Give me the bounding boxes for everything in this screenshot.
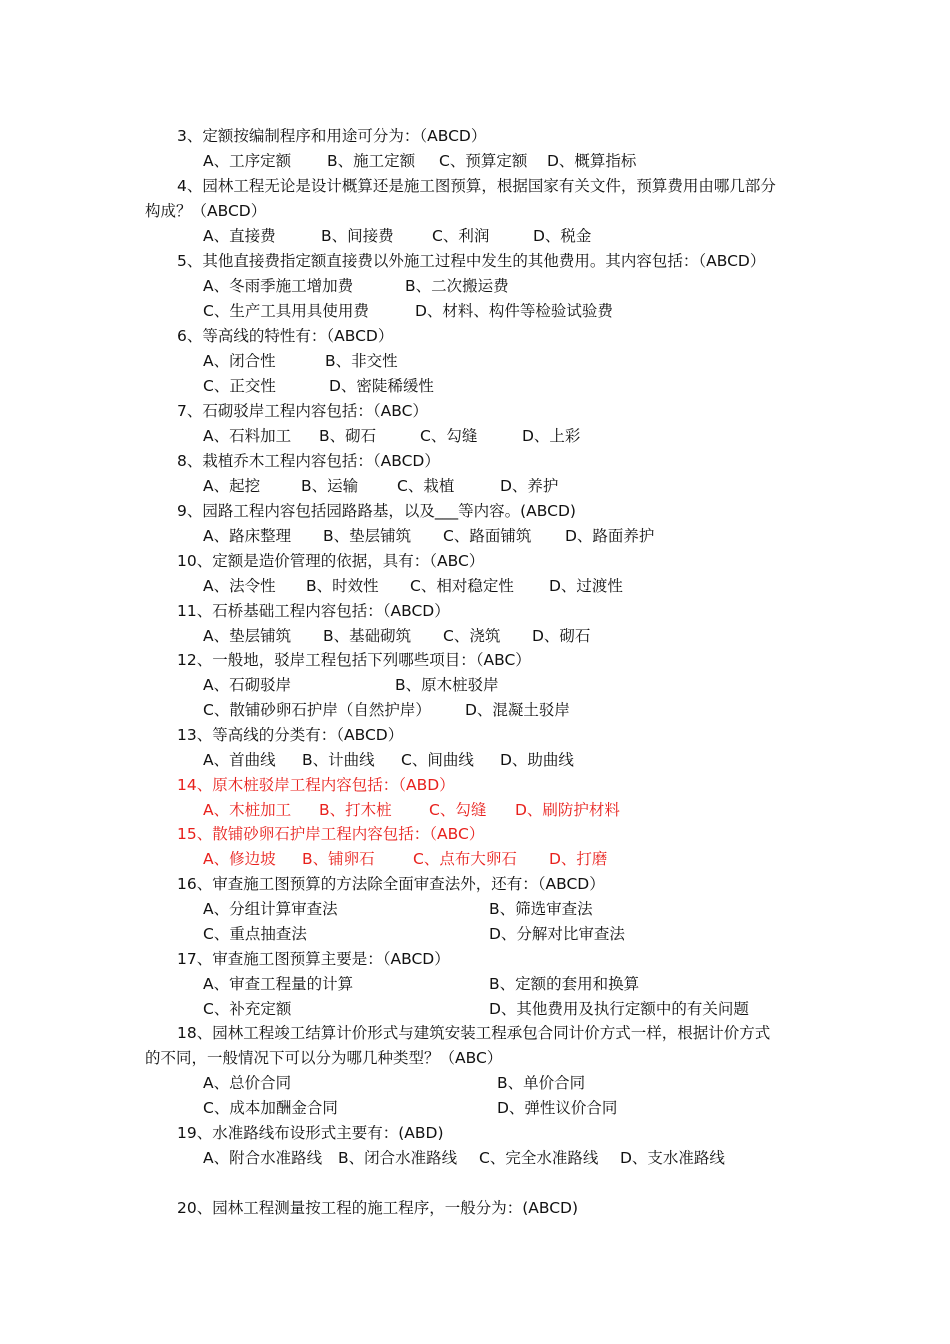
option: C、利润 — [432, 227, 490, 245]
option: A、首曲线 — [203, 751, 276, 769]
option: C、勾缝 — [420, 427, 478, 445]
option: B、非交性 — [325, 352, 398, 370]
option: C、重点抽查法 — [203, 925, 307, 943]
option: D、混凝土驳岸 — [465, 701, 570, 719]
question-4-options — [0, 224, 950, 249]
question-18-stem-cont: 的不同，一般情况下可以分为哪几种类型？（ABC） — [145, 1049, 503, 1067]
question-18-options-row-2 — [0, 1096, 950, 1121]
question-6-stem: 6、等高线的特性有：（ABCD） — [177, 327, 394, 345]
question-12-options-row-2 — [0, 698, 950, 723]
option: C、成本加酬金合同 — [203, 1099, 338, 1117]
option: A、总价合同 — [203, 1074, 292, 1092]
question-5-options-row-2 — [0, 299, 950, 324]
option: B、单价合同 — [497, 1074, 586, 1092]
question-9-stem: 9、园路工程内容包括园路路基，以及___等内容。(ABCD) — [177, 502, 576, 520]
question-14-options — [0, 798, 950, 823]
question-17-options-row-2 — [0, 997, 950, 1022]
option: B、定额的套用和换算 — [489, 975, 640, 993]
option: A、垫层铺筑 — [203, 627, 292, 645]
option: A、木桩加工 — [203, 801, 292, 819]
option: C、路面铺筑 — [443, 527, 532, 545]
option: B、二次搬运费 — [405, 277, 509, 295]
option: B、施工定额 — [327, 152, 416, 170]
option: C、点布大卵石 — [413, 850, 517, 868]
question-8-stem: 8、栽植乔木工程内容包括：（ABCD） — [177, 452, 440, 470]
question-12-stem: 12、一般地，驳岸工程包括下列哪些项目：（ABC） — [177, 651, 531, 669]
question-6-options-row-1 — [0, 349, 950, 374]
question-11-options — [0, 624, 950, 649]
option: D、支水准路线 — [620, 1149, 725, 1167]
option: A、法令性 — [203, 577, 276, 595]
question-5-options-row-1 — [0, 274, 950, 299]
question-16-stem: 16、审查施工图预算的方法除全面审查法外，还有：（ABCD） — [177, 875, 605, 893]
option: B、时效性 — [306, 577, 379, 595]
question-8-options — [0, 474, 950, 499]
question-15-stem: 15、散铺砂卵石护岸工程内容包括：（ABC） — [177, 825, 485, 843]
option: C、补充定额 — [203, 1000, 292, 1018]
option: A、直接费 — [203, 227, 276, 245]
option: D、上彩 — [522, 427, 581, 445]
option: D、过渡性 — [549, 577, 623, 595]
option: B、间接费 — [321, 227, 394, 245]
question-4-stem: 4、园林工程无论是设计概算还是施工图预算，根据国家有关文件，预算费用由哪几部分 — [177, 177, 776, 195]
option: D、材料、构件等检验试验费 — [415, 302, 613, 320]
option: D、弹性议价合同 — [497, 1099, 618, 1117]
question-16-options-row-2 — [0, 922, 950, 947]
question-10-stem: 10、定额是造价管理的依据，具有：（ABC） — [177, 552, 485, 570]
question-20-stem: 20、园林工程测量按工程的施工程序，一般分为：(ABCD) — [177, 1199, 579, 1217]
option: D、概算指标 — [547, 152, 637, 170]
question-6-options-row-2 — [0, 374, 950, 399]
option: C、勾缝 — [429, 801, 487, 819]
question-18-options-row-1 — [0, 1071, 950, 1096]
option: C、预算定额 — [439, 152, 528, 170]
question-4-stem-cont: 构成？（ABCD） — [145, 202, 267, 220]
option: C、浇筑 — [443, 627, 501, 645]
question-17-stem: 17、审查施工图预算主要是：（ABCD） — [177, 950, 450, 968]
option: B、运输 — [301, 477, 359, 495]
option: C、完全水准路线 — [479, 1149, 599, 1167]
option: D、助曲线 — [500, 751, 574, 769]
option: D、打磨 — [549, 850, 608, 868]
option: A、路床整理 — [203, 527, 292, 545]
question-3-stem: 3、定额按编制程序和用途可分为：（ABCD） — [177, 127, 487, 145]
option: A、分组计算审查法 — [203, 900, 338, 918]
question-9-options — [0, 524, 950, 549]
option: D、其他费用及执行定额中的有关问题 — [489, 1000, 749, 1018]
option: D、分解对比审查法 — [489, 925, 625, 943]
option: C、间曲线 — [401, 751, 474, 769]
question-15-options — [0, 847, 950, 872]
option: A、闭合性 — [203, 352, 276, 370]
question-13-stem: 13、等高线的分类有：（ABCD） — [177, 726, 404, 744]
option: C、生产工具用具使用费 — [203, 302, 369, 320]
option: C、栽植 — [397, 477, 455, 495]
question-12-options-row-1 — [0, 673, 950, 698]
option: B、筛选审查法 — [489, 900, 593, 918]
question-7-stem: 7、石砌驳岸工程内容包括：（ABC） — [177, 402, 428, 420]
option: B、闭合水准路线 — [338, 1149, 458, 1167]
option: C、散铺砂卵石护岸（自然护岸） — [203, 701, 431, 719]
option: B、垫层铺筑 — [323, 527, 412, 545]
option: C、正交性 — [203, 377, 276, 395]
question-17-options-row-1 — [0, 972, 950, 997]
option: A、工序定额 — [203, 152, 292, 170]
option: D、砌石 — [532, 627, 591, 645]
option: B、砌石 — [319, 427, 377, 445]
option: A、审查工程量的计算 — [203, 975, 354, 993]
option: D、刷防护材料 — [515, 801, 620, 819]
question-3-options — [0, 149, 950, 174]
option: A、修边坡 — [203, 850, 276, 868]
option: B、打木桩 — [319, 801, 392, 819]
option: B、计曲线 — [302, 751, 375, 769]
option: B、基础砌筑 — [323, 627, 412, 645]
question-14-stem: 14、原木桩驳岸工程内容包括：（ABD） — [177, 776, 455, 794]
question-13-options — [0, 748, 950, 773]
question-5-stem: 5、其他直接费指定额直接费以外施工过程中发生的其他费用。其内容包括：（ABCD） — [177, 252, 766, 270]
option: B、铺卵石 — [302, 850, 375, 868]
option: D、养护 — [500, 477, 559, 495]
option: A、起挖 — [203, 477, 261, 495]
option: A、石砌驳岸 — [203, 676, 292, 694]
option: A、石料加工 — [203, 427, 292, 445]
option: A、附合水准路线 — [203, 1149, 323, 1167]
question-19-stem: 19、水准路线布设形式主要有：(ABD) — [177, 1124, 444, 1142]
option: B、原木桩驳岸 — [395, 676, 499, 694]
question-10-options — [0, 574, 950, 599]
question-18-stem: 18、园林工程竣工结算计价形式与建筑安装工程承包合同计价方式一样，根据计价方式 — [177, 1024, 771, 1042]
question-7-options — [0, 424, 950, 449]
question-11-stem: 11、石桥基础工程内容包括：（ABCD） — [177, 602, 450, 620]
question-19-options — [0, 1146, 950, 1171]
option: D、密陡稀缓性 — [329, 377, 434, 395]
option: C、相对稳定性 — [410, 577, 514, 595]
question-16-options-row-1 — [0, 897, 950, 922]
option: A、冬雨季施工增加费 — [203, 277, 354, 295]
option: D、税金 — [533, 227, 592, 245]
option: D、路面养护 — [565, 527, 655, 545]
